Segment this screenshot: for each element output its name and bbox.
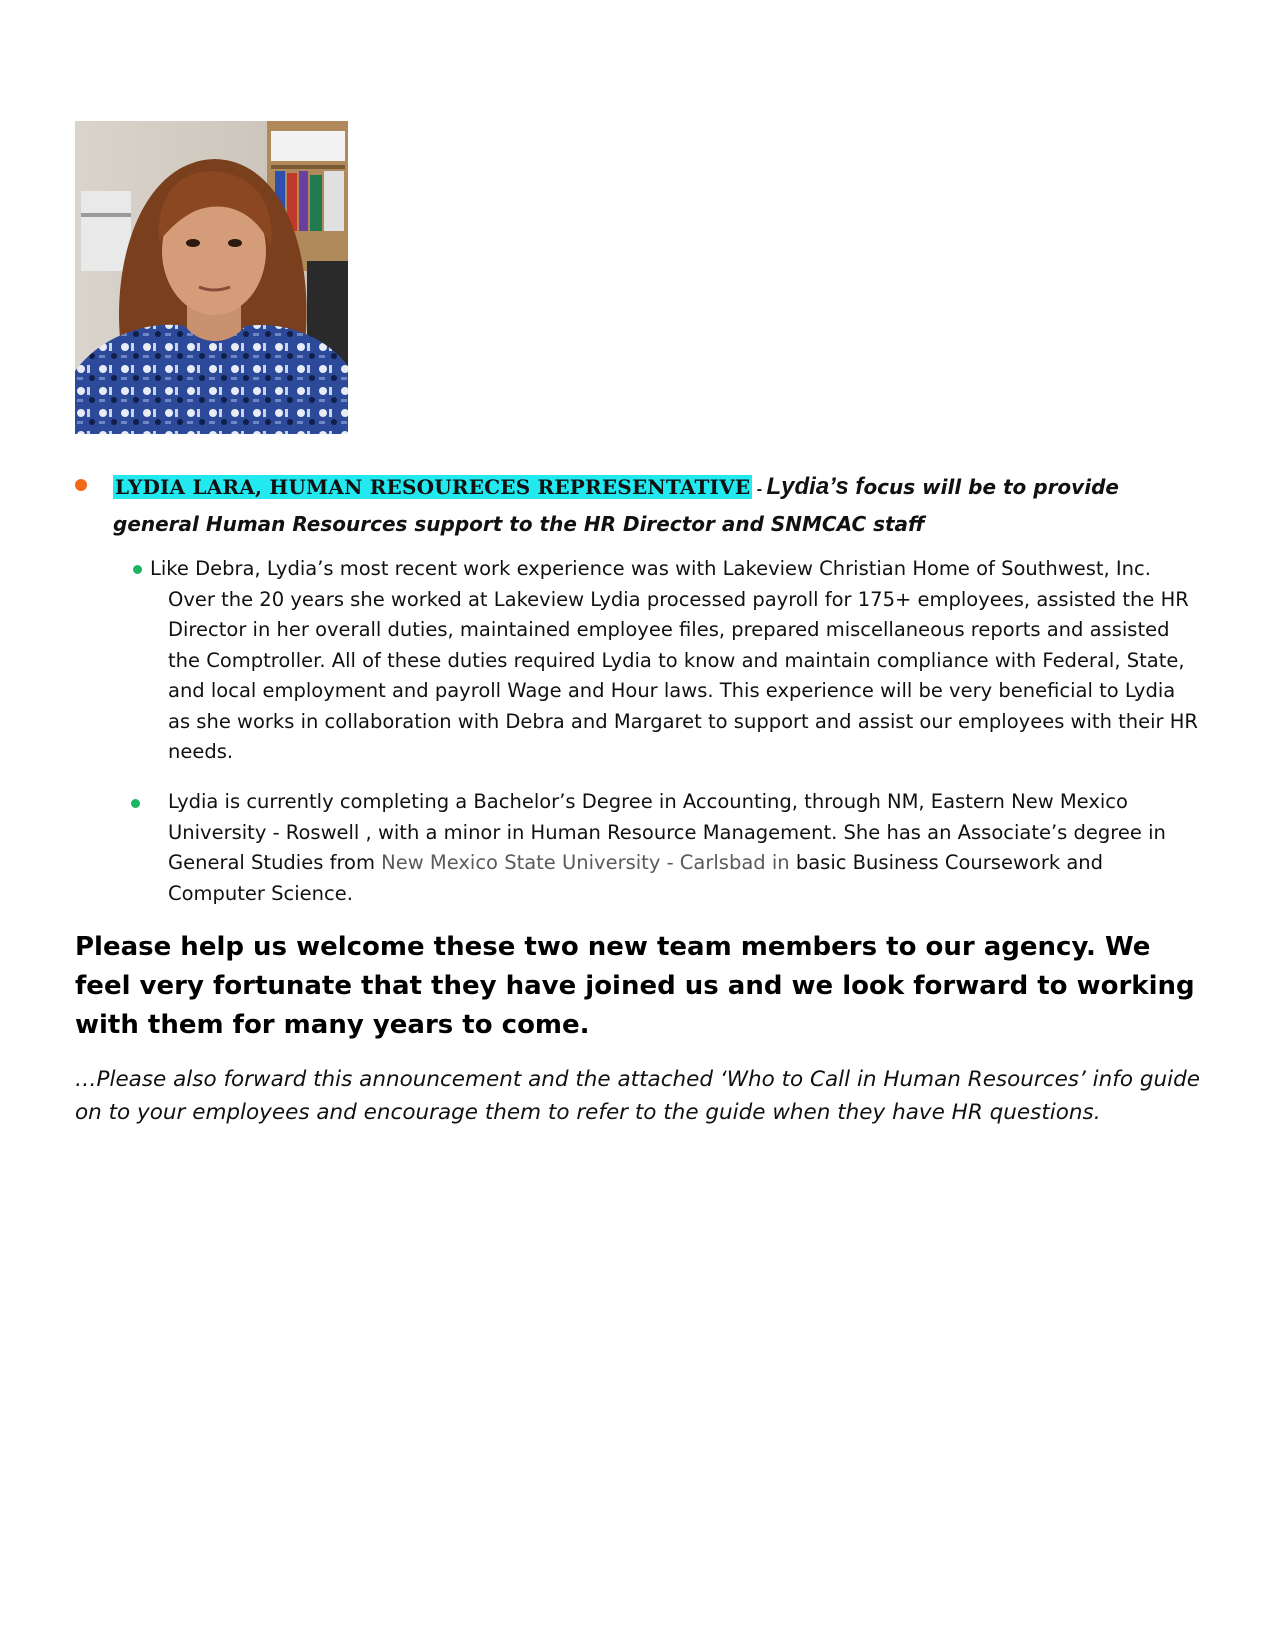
education-school-name: New Mexico State University - Carlsbad in	[381, 851, 790, 874]
forward-note: …Please also forward this announcement and the attached ‘Who to Call in Human Resources’ info guide on to your employees and encourage them to refer to the guide when they have HR questions.	[75, 1067, 1200, 1125]
name-title-highlight: LYDIA LARA, HUMAN RESOURECES REPRESENTATIVE	[115, 475, 751, 499]
portrait-image	[75, 121, 348, 434]
green-bullet-icon	[133, 565, 142, 574]
lydia-intro-text	[113, 470, 1195, 542]
education-text	[130, 787, 1200, 909]
experience-details: Over the 20 years she worked at Lakeview Lydia processed payroll for 175+ employees, assisted the HR Director in her overall duties, maintained employee files, prepared miscellaneous reports and assisted the Comptroller. All of these duties required Lydia to know and maintain compliance with Federal, State, and local employment and payroll Wage and Hour laws. This experience will be very beneficial to Lydia as she works in collaboration with Debra and Margaret to support and assist our employees with their HR needs.	[168, 587, 1198, 763]
experience-first-line: Like Debra, Lydia’s most recent work experience was with Lakeview Christian Home of Southwest, Inc.	[150, 557, 1151, 580]
orange-bullet-icon	[75, 479, 87, 491]
portrait-photo	[75, 121, 348, 434]
focus-description: ocus will be to provide general Human Resources support to the HR Director and SNMCAC staff	[113, 475, 1119, 536]
focus-lead: Lydia’s f	[766, 473, 864, 500]
welcome-paragraph: Please help us welcome these two new team members to our agency. We feel very fortunate that they have joined us and we look forward to working with them for many years to come.	[75, 932, 1195, 1040]
green-bullet-icon	[131, 799, 140, 808]
education-part-1: Lydia is currently completing a Bachelor’s Degree in Accounting, through NM, Eastern New Mexico University - Roswell , with a minor in Human Resource Management. She has an Associate’s degree in General Studies from	[168, 790, 1166, 874]
education-part-2: basic Business Coursework and Computer Science.	[168, 851, 1104, 905]
lydia-intro-bullet	[75, 470, 1195, 542]
experience-bullet	[130, 554, 1200, 768]
education-bullet	[130, 787, 1200, 909]
title-dash: -	[752, 481, 767, 498]
